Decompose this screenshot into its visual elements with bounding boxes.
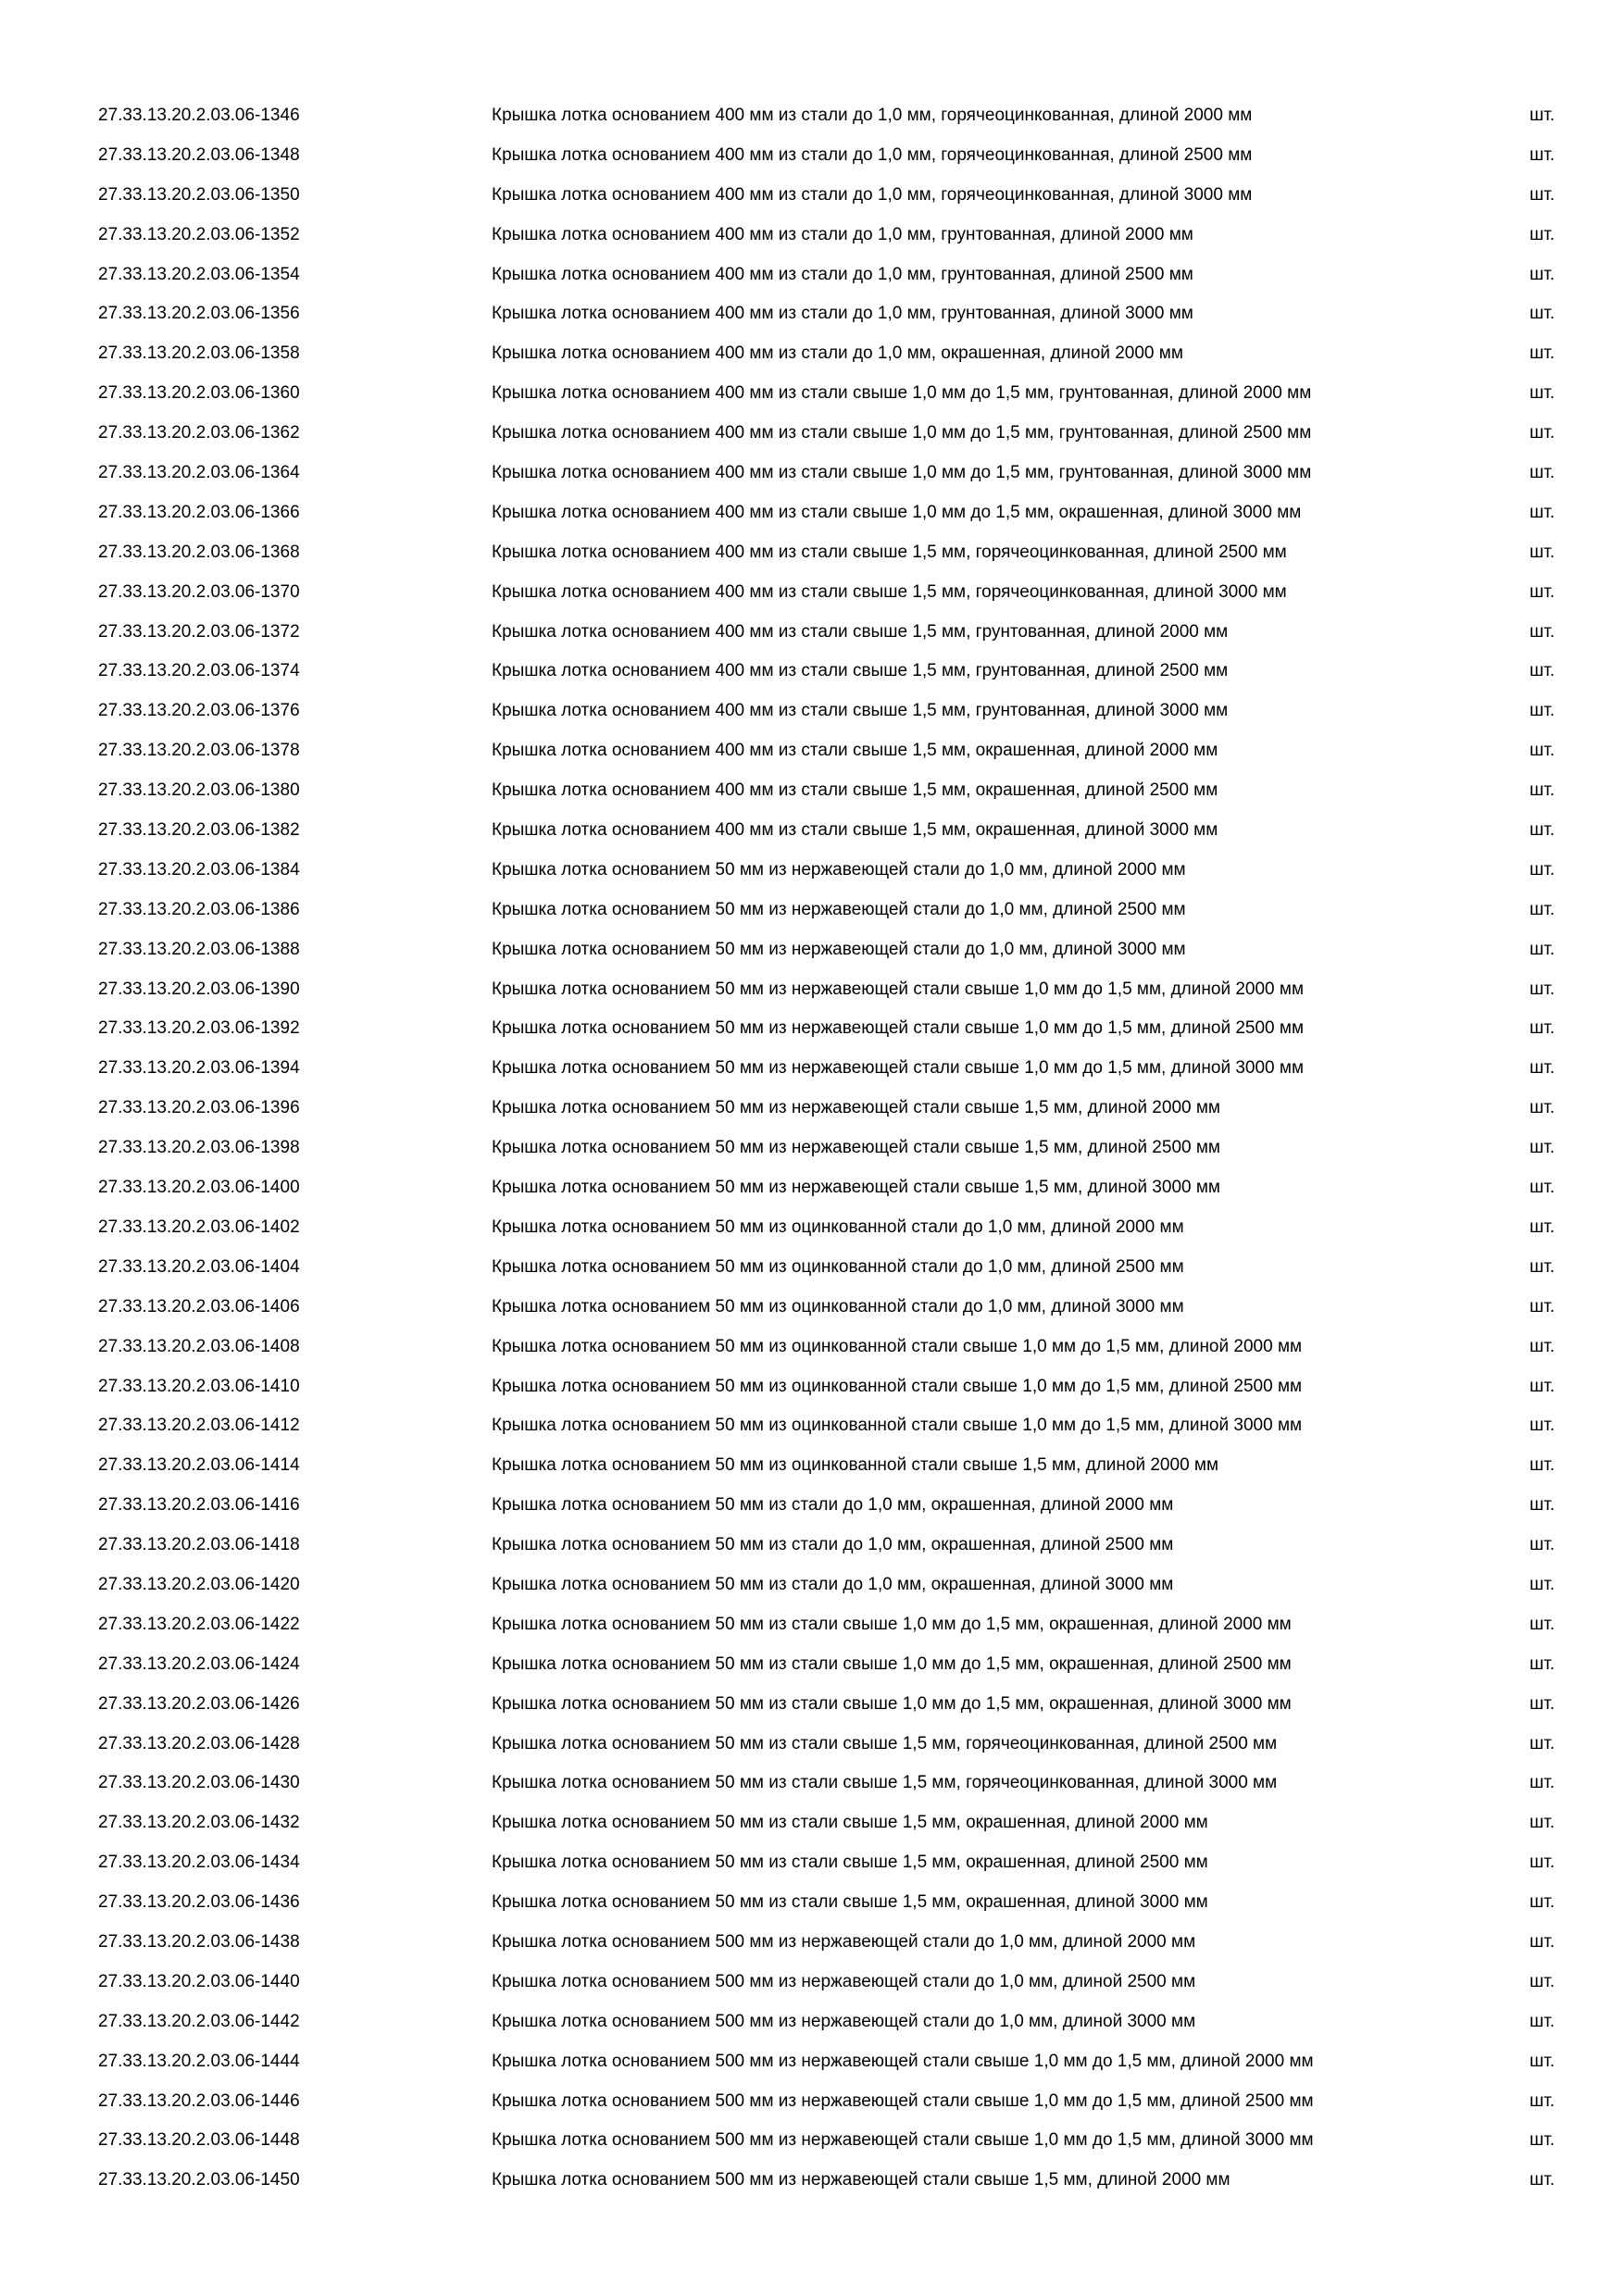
table-row	[0, 2052, 1624, 2091]
item-description: Крышка лотка основанием 500 мм из нержавеющей стали свыше 1,5 мм, длиной 2000 мм	[492, 2170, 1230, 2190]
table-row	[0, 2012, 1624, 2052]
item-code: 27.33.13.20.2.03.06-1374	[98, 661, 300, 681]
item-unit: шт.	[1530, 1256, 1555, 1277]
item-description: Крышка лотка основанием 50 мм из стали свыше 1,5 мм, окрашенная, длиной 3000 мм	[492, 1892, 1208, 1913]
item-description: Крышка лотка основанием 50 мм из оцинкованной стали до 1,0 мм, длиной 2500 мм	[492, 1256, 1184, 1277]
item-unit: шт.	[1530, 1574, 1555, 1594]
item-code: 27.33.13.20.2.03.06-1442	[98, 2011, 300, 2031]
table-row	[0, 1098, 1624, 1138]
item-code: 27.33.13.20.2.03.06-1378	[98, 741, 300, 761]
price-list-table	[0, 106, 1624, 2210]
item-unit: шт.	[1530, 463, 1555, 483]
item-code: 27.33.13.20.2.03.06-1380	[98, 780, 300, 801]
item-description: Крышка лотка основанием 50 мм из стали свыше 1,5 мм, окрашенная, длиной 2500 мм	[492, 1853, 1208, 1873]
table-row	[0, 1416, 1624, 1455]
item-description: Крышка лотка основанием 400 мм из стали свыше 1,5 мм, грунтованная, длиной 2000 мм	[492, 621, 1229, 642]
item-code: 27.33.13.20.2.03.06-1376	[98, 701, 300, 721]
table-row	[0, 304, 1624, 343]
table-row	[0, 1257, 1624, 1297]
item-unit: шт.	[1530, 939, 1555, 959]
table-row	[0, 185, 1624, 225]
item-unit: шт.	[1530, 423, 1555, 443]
item-unit: шт.	[1530, 1416, 1555, 1436]
item-code: 27.33.13.20.2.03.06-1410	[98, 1376, 300, 1396]
item-code: 27.33.13.20.2.03.06-1364	[98, 463, 300, 483]
item-unit: шт.	[1530, 621, 1555, 642]
table-row	[0, 1377, 1624, 1416]
item-description: Крышка лотка основанием 400 мм из стали свыше 1,0 мм до 1,5 мм, грунтованная, длиной 2500 мм	[492, 423, 1312, 443]
table-row	[0, 900, 1624, 940]
item-description: Крышка лотка основанием 50 мм из оцинкованной стали свыше 1,5 мм, длиной 2000 мм	[492, 1455, 1219, 1476]
item-code: 27.33.13.20.2.03.06-1408	[98, 1336, 300, 1356]
table-row	[0, 1654, 1624, 1694]
item-unit: шт.	[1530, 1971, 1555, 1991]
item-code: 27.33.13.20.2.03.06-1352	[98, 224, 300, 244]
table-row	[0, 1615, 1624, 1654]
item-code: 27.33.13.20.2.03.06-1348	[98, 144, 300, 165]
table-row	[0, 1813, 1624, 1853]
item-description: Крышка лотка основанием 50 мм из стали свыше 1,0 мм до 1,5 мм, окрашенная, длиной 2000 мм	[492, 1614, 1292, 1634]
item-code: 27.33.13.20.2.03.06-1422	[98, 1614, 300, 1634]
item-description: Крышка лотка основанием 50 мм из стали свыше 1,5 мм, горячеоцинкованная, длиной 2500 мм	[492, 1733, 1278, 1753]
item-description: Крышка лотка основанием 400 мм из стали свыше 1,5 мм, окрашенная, длиной 3000 мм	[492, 820, 1218, 841]
item-code: 27.33.13.20.2.03.06-1356	[98, 304, 300, 324]
item-code: 27.33.13.20.2.03.06-1362	[98, 423, 300, 443]
table-row	[0, 940, 1624, 980]
item-description: Крышка лотка основанием 400 мм из стали свыше 1,0 мм до 1,5 мм, грунтованная, длиной 3000 мм	[492, 463, 1312, 483]
item-description: Крышка лотка основанием 50 мм из нержавеющей стали свыше 1,5 мм, длиной 2000 мм	[492, 1098, 1220, 1118]
table-row	[0, 265, 1624, 305]
table-row	[0, 741, 1624, 780]
item-description: Крышка лотка основанием 50 мм из оцинкованной стали свыше 1,0 мм до 1,5 мм, длиной 3000 мм	[492, 1416, 1303, 1436]
item-code: 27.33.13.20.2.03.06-1398	[98, 1138, 300, 1158]
table-row	[0, 1734, 1624, 1774]
item-unit: шт.	[1530, 2130, 1555, 2151]
item-unit: шт.	[1530, 1693, 1555, 1714]
item-unit: шт.	[1530, 1733, 1555, 1753]
table-row	[0, 1138, 1624, 1178]
table-row	[0, 423, 1624, 463]
item-unit: шт.	[1530, 979, 1555, 999]
item-description: Крышка лотка основанием 50 мм из стали до 1,0 мм, окрашенная, длиной 3000 мм	[492, 1574, 1174, 1594]
table-row	[0, 1972, 1624, 2012]
item-unit: шт.	[1530, 1058, 1555, 1079]
table-row	[0, 582, 1624, 622]
item-description: Крышка лотка основанием 500 мм из нержавеющей стали свыше 1,0 мм до 1,5 мм, длиной 2500 мм	[492, 2090, 1314, 2111]
item-code: 27.33.13.20.2.03.06-1394	[98, 1058, 300, 1079]
item-unit: шт.	[1530, 542, 1555, 562]
item-unit: шт.	[1530, 343, 1555, 364]
item-description: Крышка лотка основанием 50 мм из нержавеющей стали свыше 1,0 мм до 1,5 мм, длиной 2500 мм	[492, 1018, 1305, 1039]
item-code: 27.33.13.20.2.03.06-1370	[98, 581, 300, 602]
item-description: Крышка лотка основанием 50 мм из нержавеющей стали до 1,0 мм, длиной 2500 мм	[492, 899, 1186, 919]
item-description: Крышка лотка основанием 400 мм из стали до 1,0 мм, грунтованная, длиной 2500 мм	[492, 264, 1193, 284]
item-code: 27.33.13.20.2.03.06-1350	[98, 184, 300, 205]
table-row	[0, 622, 1624, 662]
item-unit: шт.	[1530, 1018, 1555, 1039]
item-code: 27.33.13.20.2.03.06-1412	[98, 1416, 300, 1436]
item-description: Крышка лотка основанием 400 мм из стали свыше 1,5 мм, окрашенная, длиной 2500 мм	[492, 780, 1218, 801]
table-row	[0, 1217, 1624, 1257]
table-row	[0, 1018, 1624, 1058]
item-code: 27.33.13.20.2.03.06-1426	[98, 1693, 300, 1714]
item-unit: шт.	[1530, 1098, 1555, 1118]
item-description: Крышка лотка основанием 400 мм из стали свыше 1,0 мм до 1,5 мм, окрашенная, длиной 3000 мм	[492, 502, 1302, 522]
item-unit: шт.	[1530, 1773, 1555, 1793]
item-unit: шт.	[1530, 661, 1555, 681]
item-description: Крышка лотка основанием 400 мм из стали свыше 1,5 мм, горячеоцинкованная, длиной 2500 мм	[492, 542, 1287, 562]
item-unit: шт.	[1530, 1535, 1555, 1555]
table-row	[0, 1495, 1624, 1535]
item-unit: шт.	[1530, 1138, 1555, 1158]
item-unit: шт.	[1530, 820, 1555, 841]
item-unit: шт.	[1530, 780, 1555, 801]
item-unit: шт.	[1530, 581, 1555, 602]
table-row	[0, 1337, 1624, 1377]
item-code: 27.33.13.20.2.03.06-1386	[98, 899, 300, 919]
item-description: Крышка лотка основанием 400 мм из стали свыше 1,5 мм, грунтованная, длиной 2500 мм	[492, 661, 1229, 681]
item-unit: шт.	[1530, 502, 1555, 522]
item-description: Крышка лотка основанием 400 мм из стали до 1,0 мм, грунтованная, длиной 3000 мм	[492, 304, 1193, 324]
table-row	[0, 1535, 1624, 1575]
item-description: Крышка лотка основанием 50 мм из нержавеющей стали свыше 1,0 мм до 1,5 мм, длиной 2000 мм	[492, 979, 1305, 999]
item-code: 27.33.13.20.2.03.06-1372	[98, 621, 300, 642]
item-code: 27.33.13.20.2.03.06-1438	[98, 1931, 300, 1952]
item-code: 27.33.13.20.2.03.06-1400	[98, 1178, 300, 1198]
table-row	[0, 820, 1624, 860]
item-unit: шт.	[1530, 1336, 1555, 1356]
item-description: Крышка лотка основанием 400 мм из стали до 1,0 мм, окрашенная, длиной 2000 мм	[492, 343, 1183, 364]
item-code: 27.33.13.20.2.03.06-1414	[98, 1455, 300, 1476]
item-unit: шт.	[1530, 1853, 1555, 1873]
item-unit: шт.	[1530, 264, 1555, 284]
item-unit: шт.	[1530, 1455, 1555, 1476]
item-unit: шт.	[1530, 383, 1555, 404]
item-unit: шт.	[1530, 1653, 1555, 1674]
table-row	[0, 1297, 1624, 1337]
table-row	[0, 2170, 1624, 2210]
item-description: Крышка лотка основанием 50 мм из стали свыше 1,5 мм, горячеоцинкованная, длиной 3000 мм	[492, 1773, 1278, 1793]
item-description: Крышка лотка основанием 50 мм из оцинкованной стали до 1,0 мм, длиной 2000 мм	[492, 1217, 1184, 1237]
item-description: Крышка лотка основанием 50 мм из стали свыше 1,0 мм до 1,5 мм, окрашенная, длиной 3000 мм	[492, 1693, 1292, 1714]
table-row	[0, 780, 1624, 820]
table-row	[0, 1455, 1624, 1495]
item-code: 27.33.13.20.2.03.06-1440	[98, 1971, 300, 1991]
table-row	[0, 225, 1624, 265]
item-description: Крышка лотка основанием 50 мм из оцинкованной стали свыше 1,0 мм до 1,5 мм, длиной 2000 мм	[492, 1336, 1303, 1356]
item-unit: шт.	[1530, 2051, 1555, 2071]
item-unit: шт.	[1530, 144, 1555, 165]
item-unit: шт.	[1530, 1376, 1555, 1396]
item-unit: шт.	[1530, 859, 1555, 880]
table-row	[0, 1178, 1624, 1217]
item-description: Крышка лотка основанием 500 мм из нержавеющей стали свыше 1,0 мм до 1,5 мм, длиной 3000 мм	[492, 2130, 1314, 2151]
table-row	[0, 145, 1624, 185]
item-code: 27.33.13.20.2.03.06-1366	[98, 502, 300, 522]
table-row	[0, 980, 1624, 1019]
table-row	[0, 860, 1624, 900]
table-row	[0, 2091, 1624, 2131]
table-row	[0, 661, 1624, 701]
item-description: Крышка лотка основанием 50 мм из нержавеющей стали до 1,0 мм, длиной 3000 мм	[492, 939, 1186, 959]
item-description: Крышка лотка основанием 400 мм из стали свыше 1,5 мм, окрашенная, длиной 2000 мм	[492, 741, 1218, 761]
item-code: 27.33.13.20.2.03.06-1436	[98, 1892, 300, 1913]
item-description: Крышка лотка основанием 50 мм из стали свыше 1,5 мм, окрашенная, длиной 2000 мм	[492, 1813, 1208, 1833]
item-code: 27.33.13.20.2.03.06-1368	[98, 542, 300, 562]
item-description: Крышка лотка основанием 400 мм из стали свыше 1,5 мм, грунтованная, длиной 3000 мм	[492, 701, 1229, 721]
table-row	[0, 1058, 1624, 1098]
item-code: 27.33.13.20.2.03.06-1404	[98, 1256, 300, 1277]
table-row	[0, 2130, 1624, 2170]
item-description: Крышка лотка основанием 50 мм из нержавеющей стали свыше 1,0 мм до 1,5 мм, длиной 3000 мм	[492, 1058, 1305, 1079]
table-row	[0, 343, 1624, 383]
item-unit: шт.	[1530, 2090, 1555, 2111]
item-unit: шт.	[1530, 2011, 1555, 2031]
item-unit: шт.	[1530, 1296, 1555, 1316]
table-row	[0, 106, 1624, 145]
table-row	[0, 1892, 1624, 1932]
item-code: 27.33.13.20.2.03.06-1428	[98, 1733, 300, 1753]
item-unit: шт.	[1530, 184, 1555, 205]
item-code: 27.33.13.20.2.03.06-1448	[98, 2130, 300, 2151]
item-code: 27.33.13.20.2.03.06-1354	[98, 264, 300, 284]
item-description: Крышка лотка основанием 50 мм из оцинкованной стали свыше 1,0 мм до 1,5 мм, длиной 2500 мм	[492, 1376, 1303, 1396]
item-code: 27.33.13.20.2.03.06-1418	[98, 1535, 300, 1555]
item-unit: шт.	[1530, 899, 1555, 919]
item-unit: шт.	[1530, 2170, 1555, 2190]
item-unit: шт.	[1530, 1614, 1555, 1634]
item-description: Крышка лотка основанием 400 мм из стали до 1,0 мм, горячеоцинкованная, длиной 3000 мм	[492, 184, 1253, 205]
table-row	[0, 383, 1624, 423]
item-description: Крышка лотка основанием 50 мм из нержавеющей стали свыше 1,5 мм, длиной 3000 мм	[492, 1178, 1220, 1198]
item-description: Крышка лотка основанием 400 мм из стали до 1,0 мм, горячеоцинкованная, длиной 2500 мм	[492, 144, 1253, 165]
item-code: 27.33.13.20.2.03.06-1388	[98, 939, 300, 959]
item-code: 27.33.13.20.2.03.06-1420	[98, 1574, 300, 1594]
item-description: Крышка лотка основанием 400 мм из стали до 1,0 мм, грунтованная, длиной 2000 мм	[492, 224, 1193, 244]
item-code: 27.33.13.20.2.03.06-1346	[98, 106, 300, 125]
item-code: 27.33.13.20.2.03.06-1360	[98, 383, 300, 404]
item-description: Крышка лотка основанием 500 мм из нержавеющей стали до 1,0 мм, длиной 3000 мм	[492, 2011, 1196, 2031]
item-unit: шт.	[1530, 1931, 1555, 1952]
item-code: 27.33.13.20.2.03.06-1384	[98, 859, 300, 880]
table-row	[0, 1853, 1624, 1892]
item-code: 27.33.13.20.2.03.06-1430	[98, 1773, 300, 1793]
item-description: Крышка лотка основанием 50 мм из нержавеющей стали до 1,0 мм, длиной 2000 мм	[492, 859, 1186, 880]
item-unit: шт.	[1530, 1495, 1555, 1516]
item-description: Крышка лотка основанием 500 мм из нержавеющей стали свыше 1,0 мм до 1,5 мм, длиной 2000 мм	[492, 2051, 1314, 2071]
item-unit: шт.	[1530, 1813, 1555, 1833]
item-unit: шт.	[1530, 701, 1555, 721]
item-description: Крышка лотка основанием 50 мм из оцинкованной стали до 1,0 мм, длиной 3000 мм	[492, 1296, 1184, 1316]
table-row	[0, 543, 1624, 582]
item-code: 27.33.13.20.2.03.06-1450	[98, 2170, 300, 2190]
item-description: Крышка лотка основанием 500 мм из нержавеющей стали до 1,0 мм, длиной 2000 мм	[492, 1931, 1196, 1952]
item-description: Крышка лотка основанием 400 мм из стали свыше 1,0 мм до 1,5 мм, грунтованная, длиной 2000 мм	[492, 383, 1312, 404]
item-code: 27.33.13.20.2.03.06-1416	[98, 1495, 300, 1516]
item-code: 27.33.13.20.2.03.06-1392	[98, 1018, 300, 1039]
item-code: 27.33.13.20.2.03.06-1390	[98, 979, 300, 999]
item-description: Крышка лотка основанием 400 мм из стали свыше 1,5 мм, горячеоцинкованная, длиной 3000 мм	[492, 581, 1287, 602]
table-row	[0, 503, 1624, 543]
item-code: 27.33.13.20.2.03.06-1424	[98, 1653, 300, 1674]
item-unit: шт.	[1530, 1892, 1555, 1913]
table-row	[0, 463, 1624, 503]
item-code: 27.33.13.20.2.03.06-1432	[98, 1813, 300, 1833]
item-code: 27.33.13.20.2.03.06-1406	[98, 1296, 300, 1316]
item-code: 27.33.13.20.2.03.06-1382	[98, 820, 300, 841]
item-unit: шт.	[1530, 1178, 1555, 1198]
table-row	[0, 1575, 1624, 1615]
item-description: Крышка лотка основанием 50 мм из стали до 1,0 мм, окрашенная, длиной 2500 мм	[492, 1535, 1174, 1555]
item-description: Крышка лотка основанием 500 мм из нержавеющей стали до 1,0 мм, длиной 2500 мм	[492, 1971, 1196, 1991]
item-unit: шт.	[1530, 741, 1555, 761]
item-unit: шт.	[1530, 106, 1555, 125]
item-unit: шт.	[1530, 224, 1555, 244]
table-row	[0, 1932, 1624, 1972]
item-code: 27.33.13.20.2.03.06-1434	[98, 1853, 300, 1873]
item-description: Крышка лотка основанием 50 мм из стали свыше 1,0 мм до 1,5 мм, окрашенная, длиной 2500 мм	[492, 1653, 1292, 1674]
table-row	[0, 1694, 1624, 1734]
item-description: Крышка лотка основанием 400 мм из стали до 1,0 мм, горячеоцинкованная, длиной 2000 мм	[492, 106, 1253, 125]
item-code: 27.33.13.20.2.03.06-1402	[98, 1217, 300, 1237]
item-code: 27.33.13.20.2.03.06-1444	[98, 2051, 300, 2071]
item-unit: шт.	[1530, 1217, 1555, 1237]
item-code: 27.33.13.20.2.03.06-1396	[98, 1098, 300, 1118]
item-description: Крышка лотка основанием 50 мм из стали до 1,0 мм, окрашенная, длиной 2000 мм	[492, 1495, 1174, 1516]
item-unit: шт.	[1530, 304, 1555, 324]
item-code: 27.33.13.20.2.03.06-1446	[98, 2090, 300, 2111]
item-code: 27.33.13.20.2.03.06-1358	[98, 343, 300, 364]
table-row	[0, 701, 1624, 741]
item-description: Крышка лотка основанием 50 мм из нержавеющей стали свыше 1,5 мм, длиной 2500 мм	[492, 1138, 1220, 1158]
table-row	[0, 1773, 1624, 1813]
